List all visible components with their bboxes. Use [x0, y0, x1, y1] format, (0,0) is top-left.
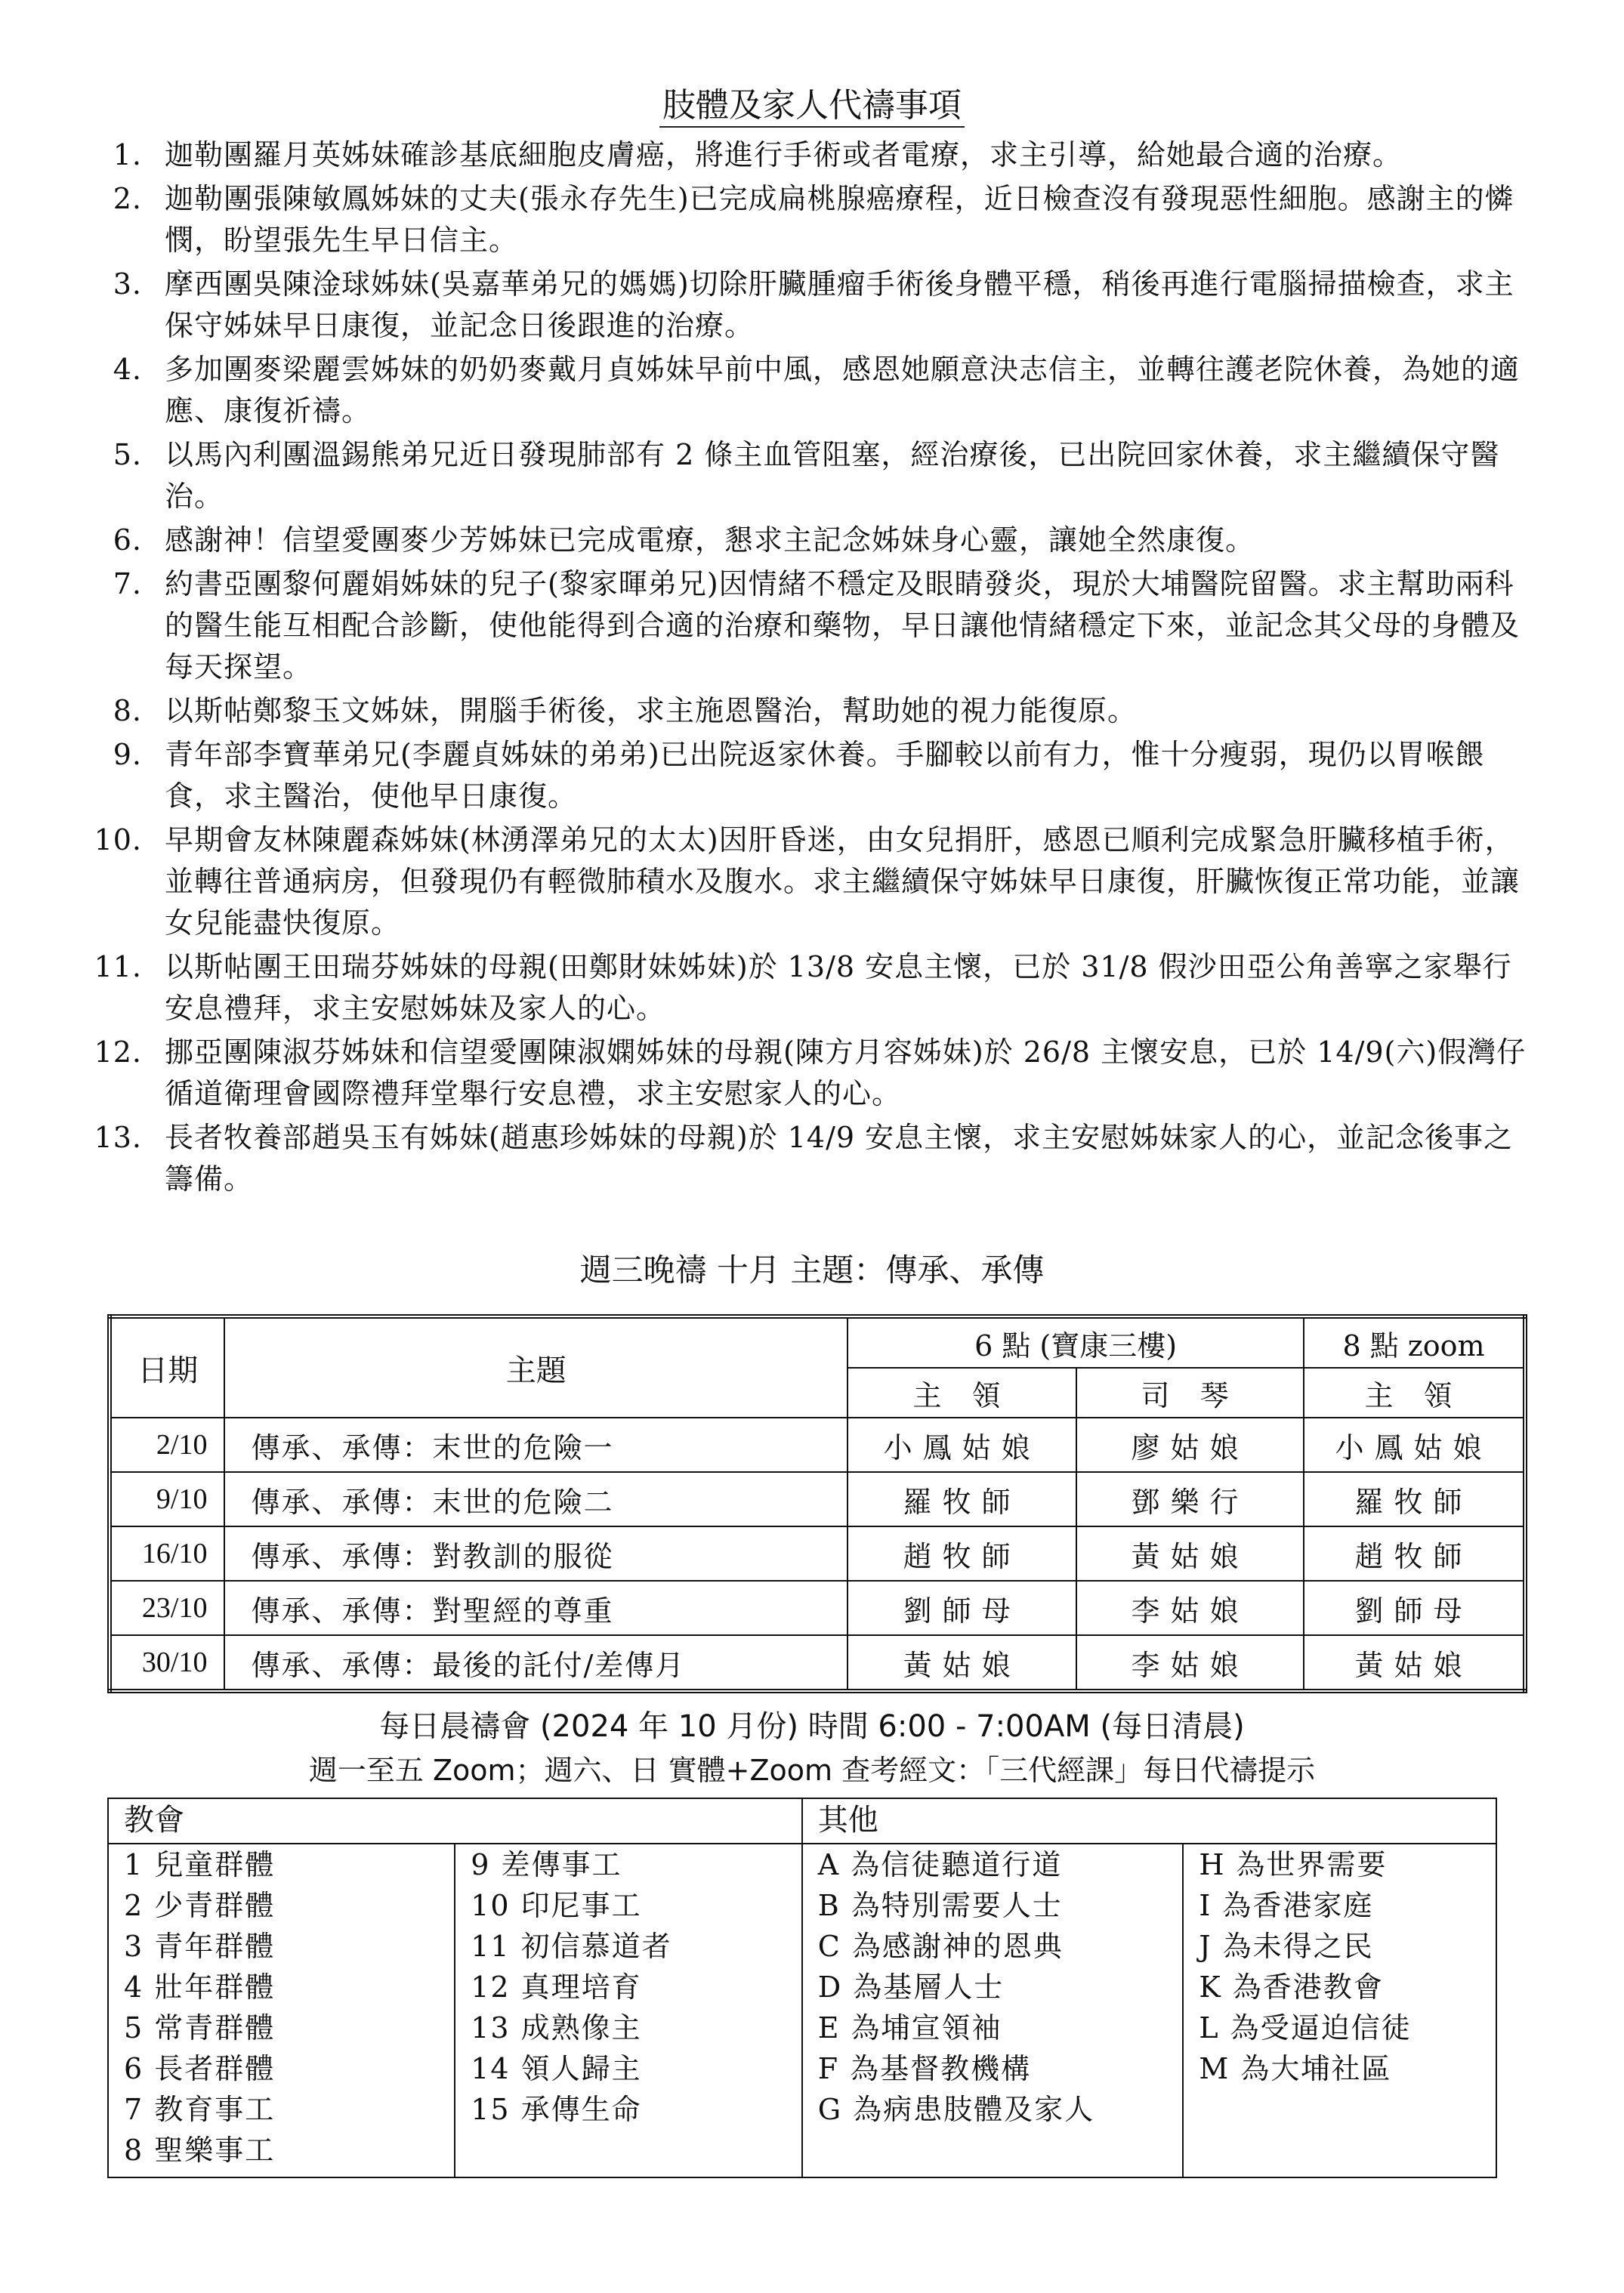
- category-item: 7 教育事工: [124, 2093, 276, 2126]
- prayer-item-text: 以斯帖團王田瑞芬姊妹的母親(田鄭財妹姊妹)於 13/8 安息主懷，已於 31/8 假沙田亞公角善寧之家舉行安息禮拜，求主安慰姊妹及家人的心。: [165, 950, 1512, 1025]
- prayer-item: [83, 264, 1541, 347]
- category-column-2: [455, 1844, 801, 2177]
- schedule-lead-6pm-cell: 黃姑娘: [848, 1635, 1076, 1691]
- schedule-lead-8pm-cell: 羅牧師: [1304, 1472, 1525, 1526]
- category-item: D 為基層人士: [817, 1970, 1005, 2004]
- schedule-lead-6pm-cell: 趙牧師: [848, 1526, 1076, 1581]
- prayer-item: [83, 349, 1541, 432]
- church-category-header: 教會: [108, 1798, 802, 1844]
- wednesday-rows: [110, 1418, 1525, 1691]
- schedule-row: [110, 1472, 1525, 1526]
- prayer-item-text: 約書亞團黎何麗娟姊妹的兒子(黎家暉弟兄)因情緒不穩定及眼睛發炎，現於大埔醫院留醫。求主幫助兩科的醫生能互相配合診斷，使他能得到合適的治療和藥物，早日讓他情緒穩定下來，並記念其父母的身體及每天探望。: [165, 567, 1521, 684]
- category-item: 5 常青群體: [124, 2011, 276, 2045]
- prayer-item: [83, 520, 1541, 561]
- schedule-lead-6pm-cell: 羅牧師: [848, 1472, 1076, 1526]
- prayer-item-number: 9.: [113, 738, 142, 771]
- prayer-item-text: 早期會友林陳麗森姊妹(林湧澤弟兄的太太)因肝昏迷，由女兒捐肝，感恩已順利完成緊急肝臟移植手術，並轉往普通病房，但發現仍有輕微肺積水及腹水。求主繼續保守姊妹早日康復，肝臟恢復正常功能，並讓女兒能盡快復原。: [165, 823, 1521, 940]
- prayer-item-number: 1.: [113, 138, 142, 171]
- category-item: 11 初信慕道者: [471, 1930, 672, 1963]
- col-header-lead-8pm: 主 領: [1304, 1368, 1525, 1418]
- schedule-topic-cell: 傳承、承傳：對聖經的尊重: [224, 1581, 848, 1635]
- prayer-item-number: 12.: [94, 1035, 142, 1069]
- category-column-4: [1183, 1844, 1496, 2177]
- prayer-item-number: 6.: [113, 523, 142, 557]
- daily-prayer-categories-table: [107, 1798, 1497, 2178]
- category-item: 3 青年群體: [124, 1930, 276, 1963]
- category-item: J 為未得之民: [1199, 1930, 1374, 1963]
- category-item: K 為香港教會: [1199, 1970, 1384, 2004]
- prayer-item: [83, 134, 1541, 176]
- schedule-date-cell: 2/10: [110, 1418, 224, 1472]
- prayer-item-text: 迦勒團羅月英姊妹確診基底細胞皮膚癌，將進行手術或者電療，求主引導，給她最合適的治療。: [165, 138, 1403, 171]
- schedule-topic-cell: 傳承、承傳：最後的託付/差傳月: [224, 1635, 848, 1691]
- schedule-lead-6pm-cell: 劉師母: [848, 1581, 1076, 1635]
- category-item: 1 兒童群體: [124, 1848, 276, 1881]
- prayer-section-title: [0, 83, 1624, 128]
- col-header-piano: 司 琴: [1076, 1368, 1304, 1418]
- category-item: B 為特別需要人士: [817, 1889, 1063, 1922]
- schedule-piano-cell: 黃姑娘: [1076, 1526, 1304, 1581]
- schedule-row: [110, 1635, 1525, 1691]
- schedule-date-cell: 30/10: [110, 1635, 224, 1691]
- category-item: 4 壯年群體: [124, 1970, 276, 2004]
- prayer-item-number: 7.: [113, 567, 142, 600]
- schedule-date-cell: 16/10: [110, 1526, 224, 1581]
- other-category-header: 其他: [802, 1798, 1496, 1844]
- prayer-item: [83, 1032, 1541, 1115]
- morning-prayer-note: 週一至五 Zoom；週六、日 實體+Zoom 查考經文：「三代經課」每日代禱提示: [308, 1754, 1316, 1787]
- prayer-item: [83, 734, 1541, 817]
- category-item: 8 聖樂事工: [124, 2134, 276, 2167]
- schedule-lead-8pm-cell: 黃姑娘: [1304, 1635, 1525, 1691]
- schedule-row: [110, 1526, 1525, 1581]
- schedule-lead-8pm-cell: 劉師母: [1304, 1581, 1525, 1635]
- prayer-item-number: 4.: [113, 353, 142, 386]
- category-item: H 為世界需要: [1199, 1848, 1388, 1881]
- prayer-item: [83, 690, 1541, 732]
- schedule-lead-6pm-cell: 小鳳姑娘: [848, 1418, 1076, 1472]
- prayer-item-text: 青年部李寶華弟兄(李麗貞姊妹的弟弟)已出院返家休養。手腳較以前有力，惟十分瘦弱，現仍以胃喉餵食，求主醫治，使他早日康復。: [165, 738, 1485, 813]
- col-header-6pm: 6 點 (寶康三樓): [848, 1316, 1304, 1368]
- prayer-item-number: 11.: [94, 950, 142, 983]
- prayer-item-text: 感謝神！信望愛團麥少芳姊妹已完成電療，懇求主記念姊妹身心靈，讓她全然康復。: [165, 523, 1255, 557]
- morning-prayer-info: 每日晨禱會 (2024 年 10 月份) 時間 6:00 - 7:00AM (每日清晨): [379, 1709, 1245, 1744]
- category-item: 10 印尼事工: [471, 1889, 642, 1922]
- category-item: F 為基督教機構: [817, 2052, 1032, 2085]
- prayer-item: [83, 819, 1541, 944]
- prayer-item: [83, 946, 1541, 1029]
- wednesday-title: 週三晚禱 十月 主題：傳承、承傳: [579, 1251, 1045, 1288]
- prayer-item-text: 迦勒團張陳敏鳳姊妹的丈夫(張永存先生)已完成扁桃腺癌療程，近日檢查沒有發現惡性細胞。感謝主的憐憫，盼望張先生早日信主。: [165, 182, 1514, 257]
- category-item: 12 真理培育: [471, 1970, 642, 2004]
- schedule-piano-cell: 鄧樂行: [1076, 1472, 1304, 1526]
- category-item: 15 承傳生命: [471, 2093, 642, 2126]
- schedule-lead-8pm-cell: 趙牧師: [1304, 1526, 1525, 1581]
- col-header-8pm: 8 點 zoom: [1304, 1316, 1525, 1368]
- category-item: 6 長者群體: [124, 2052, 276, 2085]
- schedule-topic-cell: 傳承、承傳：對教訓的服從: [224, 1526, 848, 1581]
- prayer-item-text: 以斯帖鄭黎玉文姊妹，開腦手術後，求主施恩醫治，幫助她的視力能復原。: [165, 694, 1138, 727]
- col-header-lead-6pm: 主 領: [848, 1368, 1076, 1418]
- category-item: M 為大埔社區: [1199, 2052, 1392, 2085]
- prayer-item: [83, 178, 1541, 261]
- category-item: I 為香港家庭: [1199, 1889, 1374, 1922]
- category-item: C 為感謝神的恩典: [817, 1930, 1064, 1963]
- prayer-item: [83, 434, 1541, 517]
- category-column-3: [802, 1844, 1184, 2177]
- schedule-topic-cell: 傳承、承傳：末世的危險二: [224, 1472, 848, 1526]
- schedule-row: [110, 1418, 1525, 1472]
- category-item: E 為埔宣領袖: [817, 2011, 1002, 2045]
- category-column-1: [108, 1844, 455, 2177]
- prayer-list: [83, 134, 1541, 1202]
- category-item: L 為受逼迫信徒: [1199, 2011, 1412, 2045]
- col-header-topic: 主題: [224, 1316, 848, 1418]
- schedule-lead-8pm-cell: 小鳳姑娘: [1304, 1418, 1525, 1472]
- category-item: A 為信徒聽道行道: [817, 1848, 1063, 1881]
- prayer-item-text: 以馬內利團溫錫熊弟兄近日發現肺部有 2 條主血管阻塞，經治療後，已出院回家休養，求主繼續保守醫治。: [165, 438, 1500, 513]
- category-item: 2 少青群體: [124, 1889, 276, 1922]
- prayer-title-text: 肢體及家人代禱事項: [659, 86, 965, 128]
- schedule-date-cell: 9/10: [110, 1472, 224, 1526]
- category-item: 9 差傳事工: [471, 1848, 622, 1881]
- prayer-item-number: 8.: [113, 694, 142, 727]
- wednesday-schedule-table: [107, 1314, 1527, 1693]
- prayer-item-text: 摩西團吳陳淦球姊妹(吳嘉華弟兄的媽媽)切除肝臟腫瘤手術後身體平穩，稍後再進行電腦掃描檢查，求主保守姊妹早日康復，並記念日後跟進的治療。: [165, 267, 1514, 342]
- prayer-item-number: 2.: [113, 182, 142, 215]
- schedule-piano-cell: 李姑娘: [1076, 1581, 1304, 1635]
- category-item: 14 領人歸主: [471, 2052, 642, 2085]
- prayer-item-number: 5.: [113, 438, 142, 471]
- prayer-item-text: 長者牧養部趙吳玉有姊妹(趙惠珍姊妹的母親)於 14/9 安息主懷，求主安慰姊妹家人的心，並記念後事之籌備。: [165, 1121, 1514, 1196]
- prayer-item: [83, 1117, 1541, 1200]
- category-item: 13 成熟像主: [471, 2011, 642, 2045]
- prayer-item: [83, 563, 1541, 688]
- col-header-date: 日期: [110, 1316, 224, 1418]
- schedule-topic-cell: 傳承、承傳：末世的危險一: [224, 1418, 848, 1472]
- schedule-row: [110, 1581, 1525, 1635]
- prayer-item-text: 多加團麥梁麗雲姊妹的奶奶麥戴月貞姊妹早前中風，感恩她願意決志信主，並轉往護老院休養，為她的適應、康復祈禱。: [165, 353, 1521, 427]
- schedule-date-cell: 23/10: [110, 1581, 224, 1635]
- schedule-piano-cell: 廖姑娘: [1076, 1418, 1304, 1472]
- schedule-piano-cell: 李姑娘: [1076, 1635, 1304, 1691]
- prayer-item-number: 3.: [113, 267, 142, 301]
- prayer-item-number: 13.: [94, 1121, 142, 1154]
- prayer-item-number: 10.: [94, 823, 142, 856]
- prayer-item-text: 挪亞團陳淑芬姊妹和信望愛團陳淑嫻姊妹的母親(陳方月容姊妹)於 26/8 主懷安息，已於 14/9(六)假灣仔循道衛理會國際禮拜堂舉行安息禮，求主安慰家人的心。: [165, 1035, 1527, 1110]
- category-item: G 為病患肢體及家人: [817, 2093, 1095, 2126]
